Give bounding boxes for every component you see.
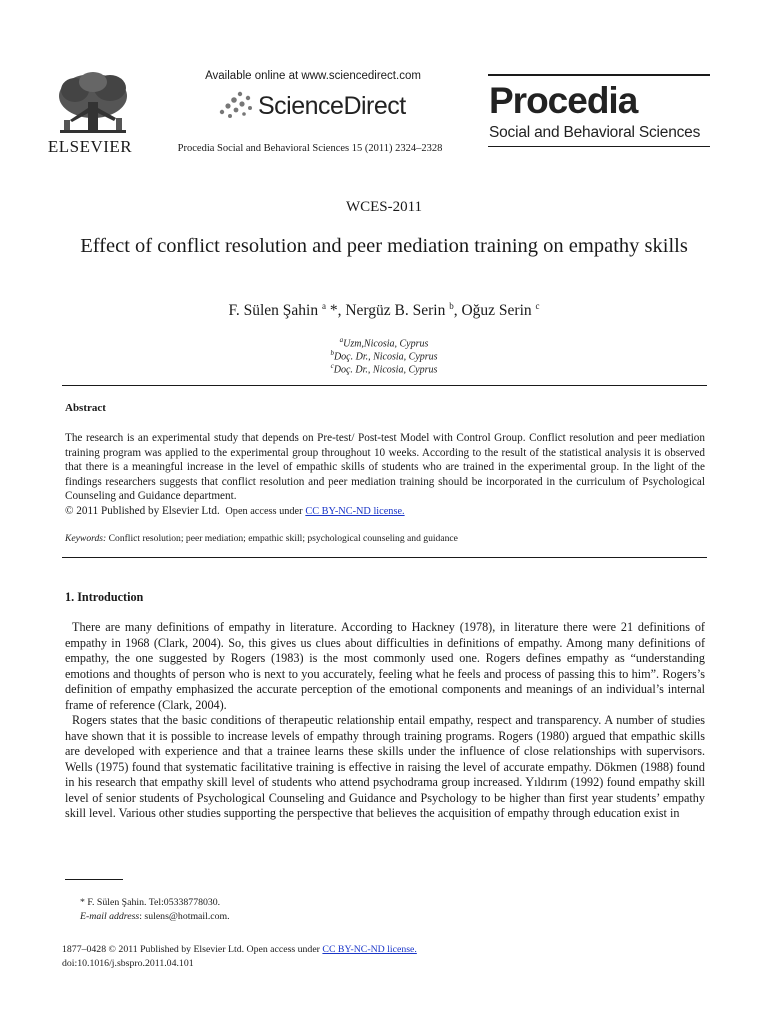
procedia-bottom-rule	[488, 146, 710, 147]
footnote-rule	[65, 879, 123, 880]
open-access-text: Open access under	[225, 505, 303, 517]
affil-text: Doç. Dr., Nicosia, Cyprus	[333, 351, 438, 363]
doi-line: doi:10.1016/j.sbspro.2011.04.101	[62, 958, 194, 969]
email-label: E-mail address	[80, 911, 140, 922]
author-affil-mark: a	[321, 301, 326, 311]
license-link[interactable]: CC BY-NC-ND license.	[305, 505, 405, 517]
paragraph: There are many definitions of empathy in literature. According to Hackney (1978), in literature there were 21 definitions of empathy in 1968 (Clark, 2004). So, this gives us clues about difficulties in definitions of empathy. Among many definitions of empathy, the one suggested by Rogers (1983) is the most commonly used one. Rogers defines empathy as “understanding emotions and thoughts of person who is next to you accurately, feeling what he feels and process of passing this to him”. Rogers’s definition of empathy emphasized the accurate perception of the emotional components and meanings of an individual’s internal frame of reference (Clark, 2004).	[65, 620, 705, 712]
corresponding-author-note: * F. Sülen Şahin. Tel:05338778030.	[80, 897, 221, 908]
affiliation	[0, 360, 768, 376]
keywords	[65, 533, 705, 544]
affil-mark: a	[339, 336, 344, 344]
keywords-text: Conflict resolution; peer mediation; empathic skill; psychological counseling and guidance	[106, 533, 458, 544]
email-address: : sulens@hotmail.com.	[139, 911, 230, 922]
affil-mark: c	[330, 362, 334, 370]
journal-citation: Procedia Social and Behavioral Sciences 15 (2011) 2324–2328	[177, 143, 443, 154]
header-divider	[62, 385, 707, 386]
procedia-brand: Procedia	[489, 80, 638, 121]
elsevier-brand: ELSEVIER	[47, 137, 133, 156]
abstract-body	[65, 431, 705, 520]
conference-name: WCES-2011	[345, 199, 423, 215]
introduction-body	[65, 620, 705, 822]
affil-mark: b	[330, 349, 334, 357]
issn-text: 1877–0428 © 2011 Published by Elsevier Ltd. Open access under	[62, 944, 323, 955]
email-note	[80, 911, 230, 922]
procedia-top-rule	[488, 74, 710, 76]
author-separator: ,	[453, 302, 462, 319]
keywords-label: Keywords:	[65, 533, 107, 544]
author-separator: *,	[325, 302, 346, 319]
author-affil-mark: b	[449, 301, 454, 311]
footer-license-link[interactable]: CC BY-NC-ND license.	[322, 944, 417, 955]
copyright-text: © 2011 Published by Elsevier Ltd.	[65, 504, 220, 517]
abstract-divider	[62, 557, 707, 558]
sciencedirect-brand: ScienceDirect	[258, 92, 406, 120]
affil-text: Uzm,Nicosia, Cyprus	[343, 338, 429, 350]
paper-title: Effect of conflict resolution and peer mediation training on empathy skills	[80, 235, 688, 257]
section-heading: 1. Introduction	[65, 590, 144, 604]
author-list	[0, 302, 768, 320]
author-name: F. Sülen Şahin	[228, 302, 319, 319]
procedia-subtitle: Social and Behavioral Sciences	[489, 124, 701, 141]
available-online-text: Available online at www.sciencedirect.com	[205, 70, 421, 82]
abstract-text: The research is an experimental study that depends on Pre-test/ Post-test Model with Control Group. Conflict resolution and peer mediation training program was applied to the experimental group throughout 10 weeks. According to the result of the statistical analysis it is observed that there is a meaningful increase in the level of empathic skills of students who are trained in the experimental group. In the light of the findings researchers suggests that conflict resolution and peer mediation training should be incorporated in the curriculum of Psychological Counseling and Guidance department.	[65, 432, 705, 503]
author-name: Nergüz B. Serin	[345, 302, 446, 319]
issn-line	[62, 944, 417, 955]
author-name: Oğuz Serin	[461, 302, 532, 319]
paragraph: Rogers states that the basic conditions of therapeutic relationship entail empathy, respect and transparency. A number of studies have shown that it is possible to increase levels of empathy through training programs. Rogers (1980) argued that empathic skills are developed with experience and that a trainee learns these skills under the influence of close relationships with supervisors. Wells (1975) found that systematic facilitative training is effective in raising the level of accurate empathy. Dökmen (1988) found in his research that empathy skill level of students who attend psychodrama group increased. Yıldırım (1992) found empathy skill level of senior students of Psychological Counseling and Guidance and Psychology to be higher than first year students’ empathy skill level. Various other studies supporting the perspective that believes the acquisition of empathy through education exist in	[65, 713, 705, 820]
affil-text: Doç. Dr., Nicosia, Cyprus	[333, 364, 438, 376]
abstract-heading: Abstract	[65, 402, 106, 414]
author-affil-mark: c	[535, 301, 540, 311]
